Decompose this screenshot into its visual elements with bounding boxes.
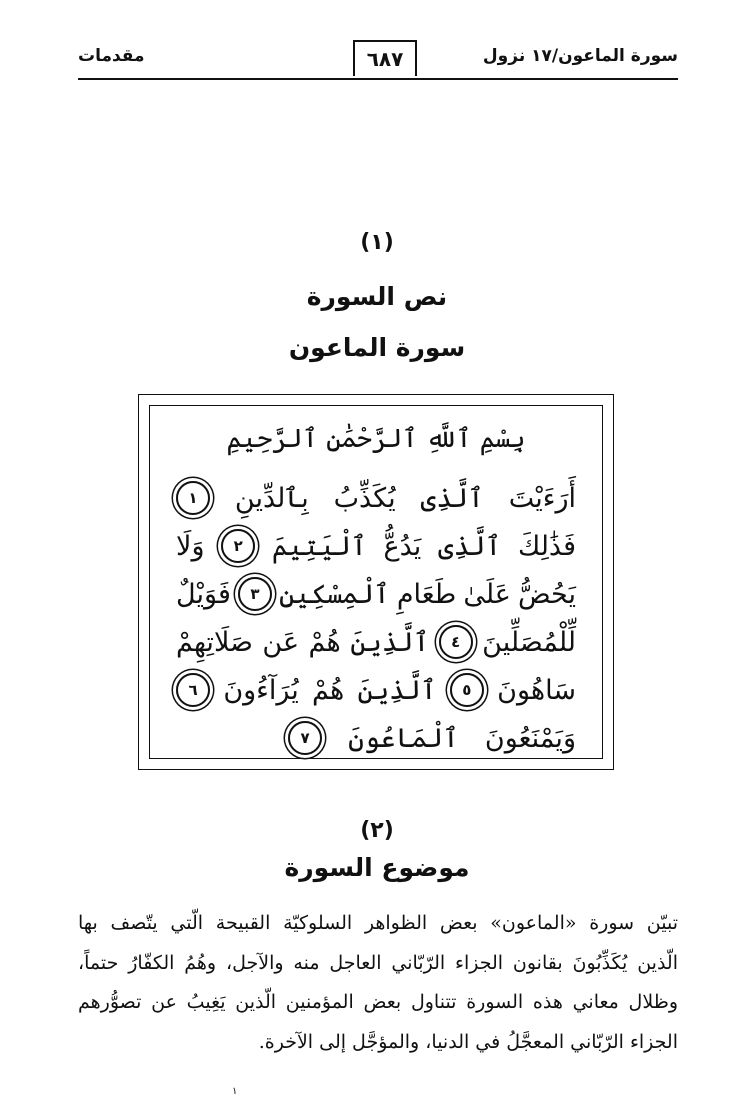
verse-word: يَحُضُّ	[517, 578, 576, 610]
verse-line-4	[176, 618, 576, 666]
page-header	[78, 38, 678, 80]
paragraph-line: تبيّن سورة «الماعون» بعض الظواهر السلوكيّة القبيحة الّتي يتّصف بها	[78, 912, 678, 934]
verse-word: بِٱلدِّينِ	[234, 482, 309, 514]
verse-word: هُمْ	[308, 626, 341, 658]
footer-mark: ١	[232, 1086, 238, 1097]
ayah-marker-6: ٦	[176, 673, 210, 707]
verse-word: يُكَذِّبُ	[333, 482, 396, 514]
verse-word: وَلَا	[176, 530, 205, 562]
ayah-marker-1: ١	[176, 481, 210, 515]
verse-line-3	[176, 570, 576, 618]
surah-text-frame	[138, 394, 614, 770]
verse-word: سَاهُونَ	[497, 674, 576, 706]
verse-word: فَذَٰلِكَ	[517, 530, 576, 562]
verse-word: ٱلْمَاعُونَ	[348, 722, 459, 754]
verse-line-1	[176, 474, 576, 522]
ayah-marker-4: ٤	[439, 625, 473, 659]
section-1-title: نص السورة	[306, 282, 448, 311]
basmala: بِسْمِ ٱللَّهِ ٱلرَّحْمَٰنِ ٱلرَّحِيمِ	[226, 424, 526, 454]
header-surah-title: سورة الماعون/١٧ نزول	[482, 46, 678, 66]
verse-word: ٱلَّذِى	[420, 482, 484, 514]
verse-word: يَدُعُّ	[383, 530, 422, 562]
verse-word: ٱلَّذِى	[437, 530, 502, 562]
verse-line-2	[176, 522, 576, 570]
verse-line-6	[176, 714, 576, 762]
verse-word: أَرَءَيْتَ	[508, 482, 576, 514]
ayah-marker-7: ٧	[288, 721, 322, 755]
verse-word: يُرَآءُونَ	[223, 674, 299, 706]
verse-word: وَيَمْنَعُونَ	[484, 722, 576, 754]
paragraph-line: الجزاء الرّبّاني المعجَّلُ في الدنيا، والمؤجَّل إلى الآخرة.	[258, 1030, 678, 1053]
section-2-number: (٢)	[360, 818, 394, 843]
ayah-marker-5: ٥	[450, 673, 484, 707]
surah-name-heading: سورة الماعون	[288, 333, 466, 362]
verse-word: طَعَامِ	[396, 578, 457, 610]
verse-word: ٱلْيَتِيمَ	[271, 530, 367, 562]
verse-word: فَوَيْلٌ	[176, 578, 231, 610]
verse-line-5	[176, 666, 576, 714]
ayah-marker-3: ٣	[238, 577, 272, 611]
page-number: ٦٨٧	[353, 40, 417, 76]
surah-inner-border	[149, 405, 603, 759]
verse-word: صَلَاتِهِمْ	[176, 626, 253, 658]
verse-word: عَن	[262, 626, 300, 658]
verse-word: لِّلْمُصَلِّينَ	[482, 626, 576, 658]
section-1-number: (١)	[360, 230, 394, 255]
body-paragraph	[78, 904, 678, 1062]
verse-word: ٱلَّذِينَ	[357, 674, 437, 706]
verse-word: ٱلْمِسْكِينِ	[279, 578, 390, 610]
paragraph-line: الّذين يُكَذِّبُونَ بقانون الجزاء الرّبّاني العاجل منه والآجل، وهُمُ الكفّارُ حتماً،	[78, 951, 678, 974]
paragraph-line: وظلال معاني هذه السورة تتناول بعض المؤمنين الّذين يَغِيبُ عن تصوُّرهم	[78, 991, 678, 1013]
header-section-title: مقدمات	[78, 46, 145, 66]
ayah-marker-2: ٢	[221, 529, 255, 563]
section-2-title: موضوع السورة	[284, 853, 470, 882]
verse-word: هُمْ	[312, 674, 345, 706]
verse-word: ٱلَّذِينَ	[350, 626, 430, 658]
verse-word: عَلَىٰ	[463, 578, 511, 610]
